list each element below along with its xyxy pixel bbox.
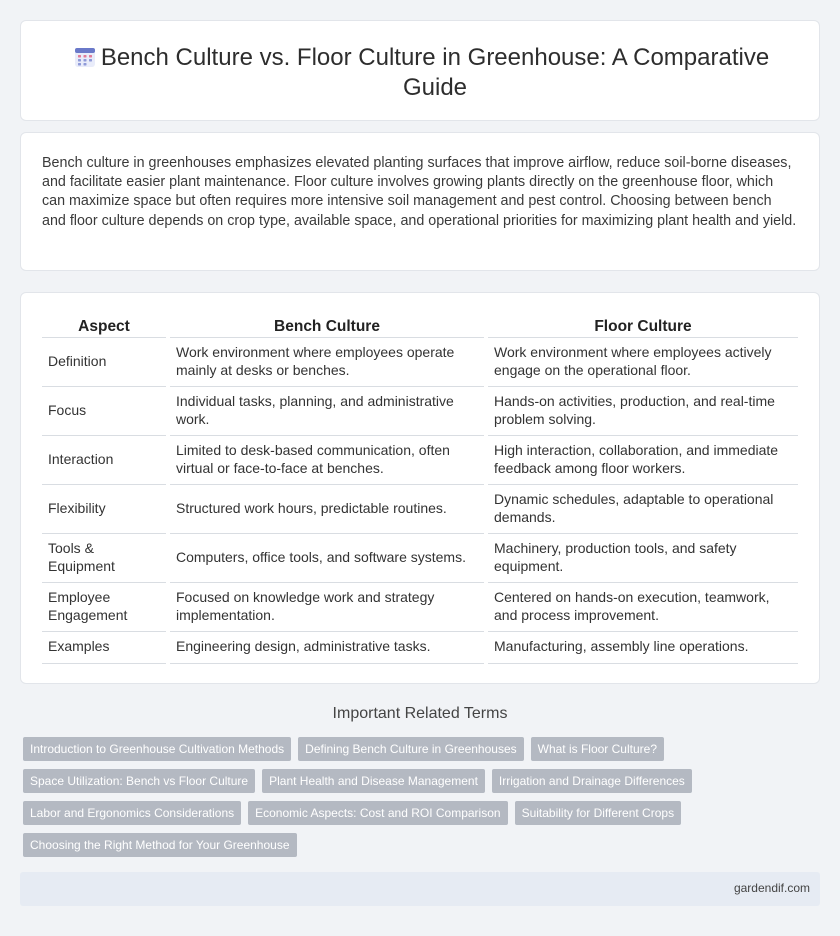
column-header: Aspect (42, 316, 168, 337)
table-row (42, 337, 798, 386)
related-term-link[interactable]: Defining Bench Culture in Greenhouses (298, 737, 523, 761)
table-row (42, 582, 798, 631)
floor-cell: Manufacturing, assembly line operations. (486, 631, 798, 663)
comparison-table-card (20, 292, 820, 684)
related-term-link[interactable]: What is Floor Culture? (531, 737, 664, 761)
page-title: Bench Culture vs. Floor Culture in Greenhouse: A Comparative Guide (100, 44, 770, 101)
floor-cell: Centered on hands-on execution, teamwork, and process improvement. (486, 582, 798, 631)
bench-cell: Computers, office tools, and software systems. (168, 533, 486, 582)
related-terms-heading: Important Related Terms (332, 705, 508, 722)
aspect-cell: Flexibility (42, 484, 168, 533)
floor-cell: Machinery, production tools, and safety equipment. (486, 533, 798, 582)
related-term-link[interactable]: Introduction to Greenhouse Cultivation Methods (23, 737, 291, 761)
floor-cell: Hands-on activities, production, and real-time problem solving. (486, 386, 798, 435)
summary-card (20, 132, 820, 271)
table-header-row (42, 316, 798, 337)
column-header: Floor Culture (486, 316, 798, 337)
table-row (42, 631, 798, 663)
header-card (20, 20, 820, 121)
table-row (42, 435, 798, 484)
summary-paragraph: Bench culture in greenhouses emphasizes elevated planting surfaces that improve airflow, reduce soil-borne diseases, and facilitate easier plant maintenance. Floor culture involves growing plants directly on the greenhouse floor, which can maximize space but often requires more intensive soil management and pest control. Choosing between bench and floor culture depends on crop type, available space, and operational priorities for maximizing plant health and yield. (42, 155, 797, 229)
related-term-link[interactable]: Suitability for Different Crops (515, 801, 682, 825)
related-term-link[interactable]: Labor and Ergonomics Considerations (23, 801, 241, 825)
bench-cell: Focused on knowledge work and strategy implementation. (168, 582, 486, 631)
site-name: gardendif.com (733, 881, 810, 895)
related-term-link[interactable]: Plant Health and Disease Management (262, 769, 485, 793)
tag-row (23, 833, 703, 857)
comparison-table (42, 316, 798, 664)
tag-row (23, 769, 703, 793)
aspect-cell: Definition (42, 337, 168, 386)
related-term-link[interactable]: Choosing the Right Method for Your Greenhouse (23, 833, 297, 857)
table-row (42, 386, 798, 435)
tag-row (23, 801, 703, 825)
bench-cell: Engineering design, administrative tasks. (168, 631, 486, 663)
aspect-cell: Interaction (42, 435, 168, 484)
bench-cell: Work environment where employees operate mainly at desks or benches. (168, 337, 486, 386)
floor-cell: Dynamic schedules, adaptable to operational demands. (486, 484, 798, 533)
table-row (42, 484, 798, 533)
aspect-cell: Focus (42, 386, 168, 435)
related-term-link[interactable]: Space Utilization: Bench vs Floor Culture (23, 769, 255, 793)
bench-cell: Limited to desk-based communication, often virtual or face-to-face at benches. (168, 435, 486, 484)
footer-bar (20, 872, 820, 906)
aspect-cell: Examples (42, 631, 168, 663)
floor-cell: High interaction, collaboration, and immediate feedback among floor workers. (486, 435, 798, 484)
bench-cell: Individual tasks, planning, and administrative work. (168, 386, 486, 435)
tag-row (23, 737, 703, 761)
column-header: Bench Culture (168, 316, 486, 337)
table-row (42, 533, 798, 582)
related-terms-list (23, 737, 703, 865)
floor-cell: Work environment where employees actively engage on the operational floor. (486, 337, 798, 386)
aspect-cell: Tools & Equipment (42, 533, 168, 582)
bench-cell: Structured work hours, predictable routines. (168, 484, 486, 533)
related-term-link[interactable]: Economic Aspects: Cost and ROI Comparison (248, 801, 507, 825)
related-term-link[interactable]: Irrigation and Drainage Differences (492, 769, 692, 793)
aspect-cell: Employee Engagement (42, 582, 168, 631)
